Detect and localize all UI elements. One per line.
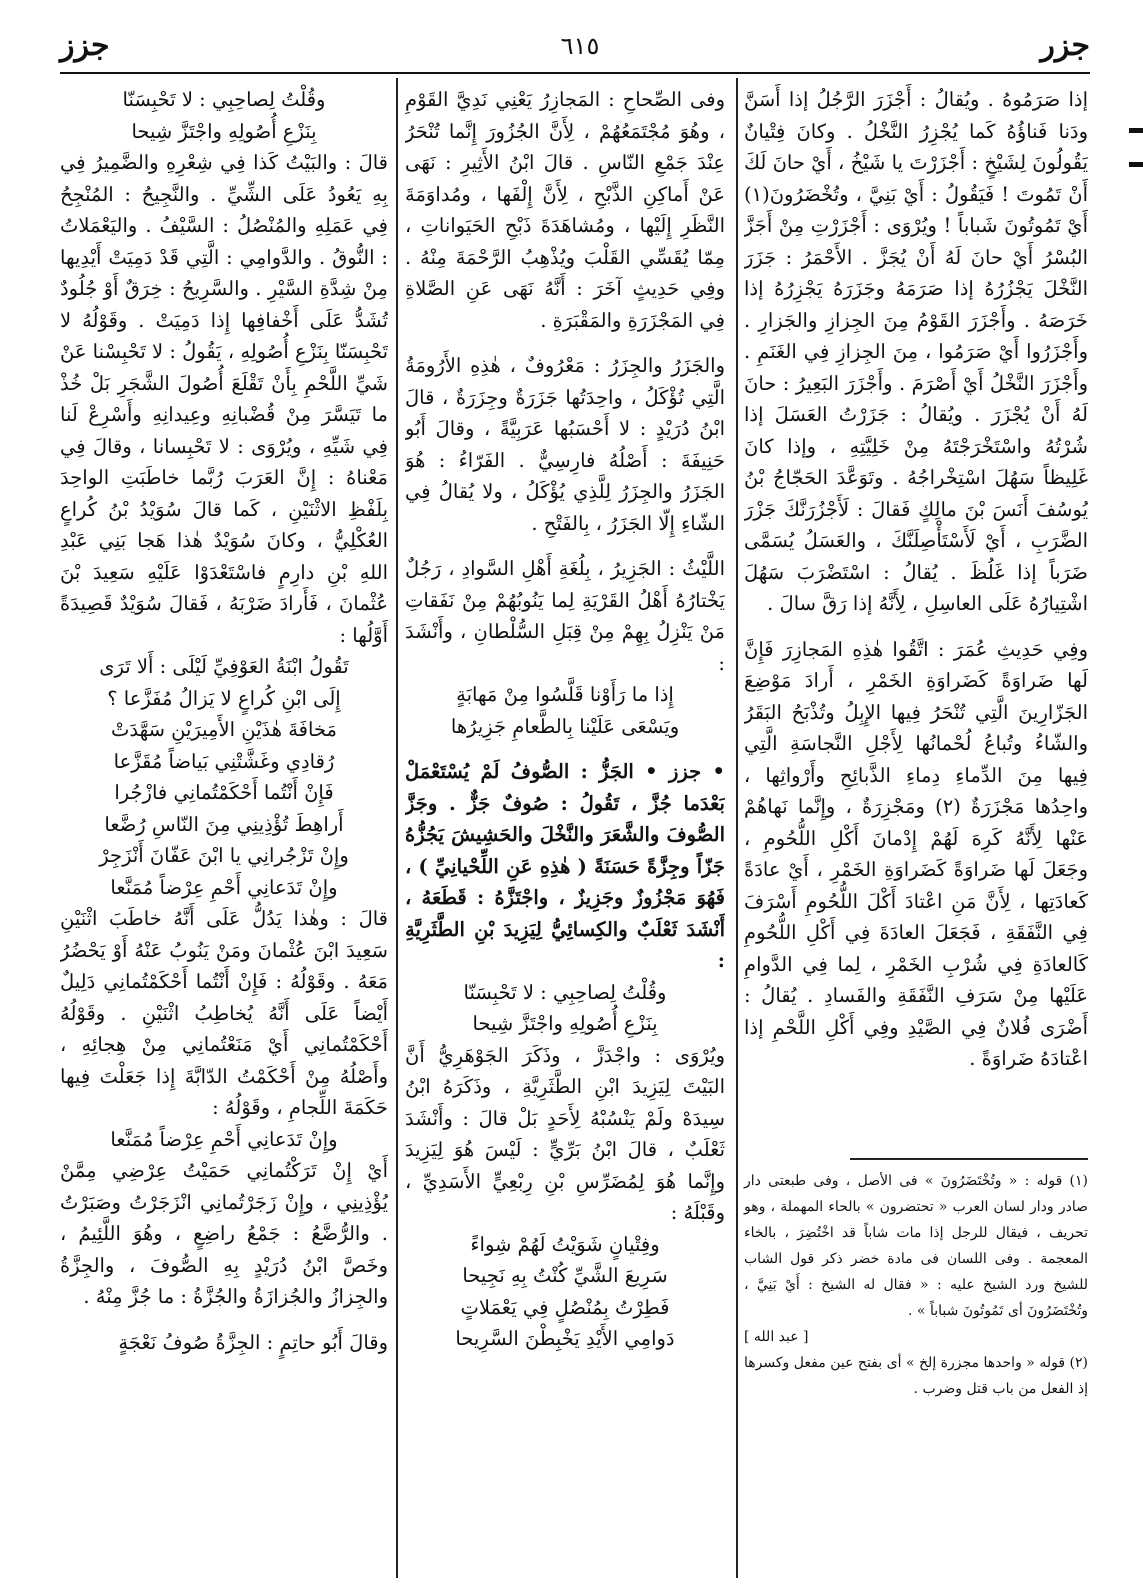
footnotes — [744, 1168, 1088, 1402]
paragraph: إذا صَرَمُوهُ . ويُقالُ : أَجْزَرَ الرَّجُلُ إذا أَسَنَّ ودَنا فَناؤُهُ كَما يُجْزِرُ النَّخْلُ . وكانَ فِتْيانٌ يَقُولُونَ لِشَيْخٍ : أَجْزَرْتَ يا شَيْخُ ، أَيْ حانَ لَكَ أَنْ تَمُوتَ ! فَيَقُولُ : أَيْ بَنِيَّ ، وتُخْضَرُونَ(١) أَيْ تَمُوتُونَ شَباباً ! ويُرْوَى : أَجْزَرْتِ مِنْ أَجَزَّ البُسْرُ أَيْ حانَ لَهُ أَنْ يُجَزَّ . الأَحْمَرُ : جَزَرَ النَّخْلَ يَجْزُرُهُ إذا صَرَمَهُ وجَزَرَهُ يَجْزِرُهُ إذا خَرَصَهُ . وأَجْزَرَ القَوْمُ مِنَ الجِزازِ والجَزارِ . وأَجْزَرُوا أَيْ صَرَمُوا ، مِنَ الجِزازِ فِي الغَنَمِ . وأَجْزَرَ النَّخْلُ أَيْ أَصْرَمَ . وأَجْزَرَ البَعِيرُ : حانَ لَهُ أَنْ يُجْزَرَ . ويُقالُ : جَزَرْتُ العَسَلَ إذا شُرْتُهُ واسْتَخْرَجْتَهُ مِنْ خَلِيَّتِهِ ، وإذا كانَ غَلِيظاً سَهُلَ اسْتِخْراجُهُ . وتَوَعَّدَ الحَجّاجُ بْنُ يُوسُفَ أَنَسَ بْنَ مالِكٍ فَقالَ : لَأَجْزُرَنَّكَ جَزْرَ الضَّرَبِ ، أَيْ لَأَسْتَأْصِلَنَّكَ ، والعَسَلُ يُسَمَّى ضَرَباً إذا غَلُظَ . يُقالُ : اسْتَضْرَبَ سَهُلَ اشْتِيارُهُ عَلَى العاسِلِ ، لِأَنَّهُ إذا رَقَّ سالَ . — [744, 88, 1088, 615]
paragraph: وفى الصِّحاحِ : المَجازِرُ يَعْنِي نَدِيَّ القَوْمِ ، وهُوَ مُجْتَمَعُهُمْ ، لِأَنَّ الجُزُورَ إِنَّما تُنْحَرُ عِنْدَ جَمْعِ النّاسِ . قالَ ابْنُ الأَثِيرِ : نَهَى عَنْ أَماكِنِ الذَّبْحِ ، لِأَنَّ إِلْفَها ، ومُداوَمَةَ النَّظَرِ إِلَيْها ، ومُشاهَدَةَ ذَبْحِ الحَيَواناتِ ، مِمّا يُقَسِّي القَلْبَ ويُذْهِبُ الرَّحْمَةَ مِنْهُ . وفِي حَدِيثٍ آخَرَ : أَنَّهُ نَهَى عَنِ الصَّلاةِ فِي المَجْزَرَةِ والمَقْبَرَةِ . — [405, 88, 725, 332]
header-rule — [60, 72, 1090, 74]
margin-mark — [1129, 162, 1143, 167]
verse-line: فَإِنْ أَنْتُما أَحْكَمْتُمانِي فازْجُرا — [114, 781, 334, 804]
margin-mark — [1129, 128, 1143, 133]
left-column — [60, 84, 388, 1584]
middle-column — [405, 84, 725, 1584]
verse-line: سَرِيعَ الشَّيِّ كُنْتُ بِهِ نَجِيحا — [462, 1264, 668, 1287]
paragraph: قالَ : والبَيْتُ كَذا فِي شِعْرِهِ والضَّمِيرُ فِي بِهِ يَعُودُ عَلَى الشِّيِّ . والنَّجِيحُ : المُنْجِحُ فِي عَمَلِهِ والمُنْصُلُ : السَّيْفُ . واليَعْمَلاتُ : النُّوقُ . والدَّوامِي : الَّتِي قَدْ دَمِيَتْ أَيْدِيها مِنْ شِدَّةِ السَّيْرِ . والسَّرِيحُ : خِرَقٌ أَوْ جُلُودٌ تُشَدُّ عَلَى أَخْفافِها إِذا دَمِيَتْ . وقَوْلُهُ لا تَحْبِسَنّا بِنَزْعِ أُصُولِهِ ، يَقُولُ : لا تَحْبِسْنا عَنْ شَيِّ اللَّحْمِ بِأَنْ تَقْلَعَ أُصُولَ الشَّجَرِ بَلْ خُذْ ما تَيَسَّرَ مِنْ قُضْبانِهِ وعِيدانِهِ وأَسْرِعْ لَنا فِي شَيِّهِ ، ويُرْوَى : لا تَحْبِسانا ، وقالَ فِي مَعْناهُ : إِنَّ العَرَبَ رُبَّما خاطَبَتِ الواحِدَ بِلَفْظِ الاثْنَيْنِ ، كَما قالَ سُوَيْدُ بْنُ كُراعٍ العُكْلِيُّ ، وكانَ سُوَيْدٌ هٰذا هَجا بَنِي عَبْدِ اللهِ بْنِ دارِمٍ فاسْتَعْدَوْا عَلَيْهِ سَعِيدَ بْنَ عُثْمانَ ، فَأَرادَ ضَرْبَهُ ، فَقالَ سُوَيْدٌ قَصِيدَةً أَوَّلُها : — [60, 151, 388, 647]
verse-line: فَطِرْتُ بِمُنْصُلٍ فِي يَعْمَلاتٍ — [460, 1295, 670, 1319]
verse-line: رُقادِي وغَشَّتْنِي بَياضاً مُقَزَّعا — [113, 749, 335, 773]
verse-line: إِلَى ابْنِ كُراعٍ لا يَزالُ مُفَزَّعا ؟ — [107, 686, 341, 710]
paragraph: قالَ : وهٰذا يَدُلُّ عَلَى أَنَّهُ خاطَبَ اثْنَيْنِ سَعِيدَ ابْنَ عُثْمانَ ومَنْ يَنُوبُ عَنْهُ أَوْ يَحْضُرُ مَعَهُ . وقَوْلُهُ : فَإِنْ أَنْتُما أَحْكَمْتُمانِي دَلِيلٌ أَيْضاً عَلَى أَنَّهُ يُخاطِبُ اثْنَيْنِ . وقَوْلُهُ أَحْكَمْتُمانِي أَيْ مَنَعْتُمانِي مِنْ هِجائِهِ ، وأَصْلُهُ مِنْ أَحْكَمْتُ الدّابَّةَ إِذا جَعَلْتَ فِيها حَكَمَةَ اللِّجامِ ، وقَوْلُهُ : — [60, 907, 388, 1119]
verse-line: تَقُولُ ابْنَةُ العَوْفِيِّ لَيْلَى : أَلا تَرَى — [99, 655, 349, 678]
paragraph: والجَزَرُ والجِزَرُ : مَعْرُوفٌ ، هٰذِهِ الأَرُومَةُ الَّتِي تُؤْكَلُ ، واحِدَتُها جَزَرَةٌ وجِزَرَةٌ ، قالَ ابْنُ دُرَيْدٍ : لا أَحْسَبُها عَرَبِيَّةً ، وقالَ أَبُو حَنِيفَةَ : أَصْلُهُ فارِسِيٌّ . الفَرّاءُ : هُوَ الجَزَرُ والجِزَرُ لِلَّذِي يُؤْكَلُ ، ولا يُقالُ فِي الشّاءِ إِلّا الجَزَرُ ، بِالفَتْحِ . — [405, 354, 725, 535]
right-column — [744, 84, 1088, 1149]
paragraph: أَيْ إِنْ تَرَكْتُمانِي حَمَيْتُ عِرْضِي مِمَّنْ يُؤْذِينِي ، وإِنْ زَجَرْتُمانِي انْزَجَرْتُ وصَبَرْتُ . والرُّضَّعُ : جَمْعُ راضِعٍ ، وهُوَ اللَّئِيمُ ، وخَصَّ ابْنُ دُرَيْدٍ بِهِ الصُّوفَ ، والجِزَّةُ والجِزازُ والجُزازَةُ والجُزَّةُ : ما جُزَّ مِنْهُ . — [60, 1159, 388, 1308]
verse-line: إِذا ما رَأَوْنا قَلَّسُوا مِنْ مَهابَةٍ — [456, 683, 674, 706]
verse-line: ويَسْعَى عَلَيْنا بِالطَّعامِ جَزِيرُها — [450, 714, 680, 738]
footnote: (١) قوله : « وتُخْتَضَرُونَ » فى الأصل ، وفى طبعتى دار صادر ودار لسان العرب « تحتضرون » بالحاء المهملة ، وهو تحريف ، فيقال للرجل إذا مات شاباً قد اخْتُضِرَ ، بالخاء المعجمة . وفى اللسان فى مادة خضر ذكر قول الشاب للشيخ ورد الشيخ عليه : « فقال له الشيخ : أَيْ بَنِيَّ ، وتُخْتَضَرُونَ أى تَمُوتُونَ شباباً » . — [744, 1173, 1088, 1319]
verse-line: دَوامِي الأَيْدِ يَخْبِطْنَ السَّرِيحا — [455, 1327, 675, 1350]
verse-line: وقُلْتُ لِصاحِبِي : لا تَحْبِسَنّا — [463, 980, 667, 1004]
paragraph: ويُرْوَى : واجْدَزَّ ، وذَكَرَ الجَوْهَرِيُّ أَنَّ البَيْتَ لِيَزِيدَ ابْنِ الطَّثَرِيَّةِ ، وذَكَرَهُ ابْنُ سِيدَهْ ولَمْ يَنْسُبْهُ لِأَحَدٍ بَلْ قالَ : وأَنْشَدَ ثَعْلَبٌ ، قالَ ابْنُ بَرِّيٍّ : لَيْسَ هُوَ لِيَزِيدَ وإِنَّما هُوَ لِمُضَرِّسِ بْنِ رِبْعِيٍّ الأَسَدِيِّ ، وقَبْلَهُ : — [405, 1043, 725, 1224]
page-number: ٦١٥ — [560, 32, 600, 60]
paragraph: وفِي حَدِيثِ عُمَرَ : اتَّقُوا هٰذِهِ المَجازِرَ فَإِنَّ لَها ضَراوَةً كَضَراوَةِ الخَمْرِ ، أَرادَ مَوْضِعَ الجَزّارِينَ الَّتِي تُنْحَرُ فِيها الإِبِلُ وتُذْبَحُ البَقَرُ والشّاءُ وتُباعُ لُحْمانُها لِأَجْلِ النَّجاسَةِ الَّتِي فِيها مِنَ الدِّماءِ دِماءِ الذَّبائِحِ وأَرْواثِها ، واحِدُها مَجْزَرَةٌ (٢) ومَجْزِرَةٌ ، وإِنَّما نَهاهُمْ عَنْها لِأَنَّهُ كَرِهَ لَهُمْ إِدْمانَ أَكْلِ اللُّحُومِ ، وجَعَلَ لَها ضَراوَةً كَضَراوَةِ الخَمْرِ ، أَيْ عادَةً كَعادَتِها ، لِأَنَّ مَنِ اعْتادَ أَكْلَ اللُّحُومِ أَسْرَفَ فِي النَّفَقَةِ ، فَجَعَلَ العادَةَ فِي أَكْلِ اللُّحُومِ كَالعادَةِ فِي شُرْبِ الخَمْرِ ، لِما فِي الدَّوامِ عَلَيْها مِنْ سَرَفِ النَّفَقَةِ والفَسادِ . يُقالُ : أَضْرَى فُلانٌ فِي الصَّيْدِ وفِي أَكْلِ اللَّحْمِ إذا اعْتادَهُ ضَراوَةً . — [744, 637, 1088, 1070]
verse-line: بِنَزْعِ أُصُولِهِ واجْتَزَّ شِيحا — [472, 1012, 658, 1035]
verse-line: مَخافَةَ هٰذَيْنِ الأَمِيرَيْنِ سَهَّدَتْ — [111, 718, 337, 741]
verse-line: أَراهِطَ تُؤْذِينِي مِنَ النّاسِ رُضَّعا — [104, 812, 344, 836]
entry-heading-paragraph: • جزز • الجَزُّ : الصُّوفُ لَمْ يُسْتَعْمَلْ بَعْدَما جُزَّ ، تَقُولُ : صُوفٌ جَزٌّ . وجَزَّ الصُّوفَ والشَّعَرَ والنَّخْلَ والحَشِيشَ يَجُزُّهُ جَزّاً وجِزَّةً حَسَنَةً ( هٰذِهِ عَنِ اللِّحْيانِيِّ ) ، فَهُوَ مَجْزُوزٌ وجَزِيزٌ ، واجْتَزَّهُ : قَطَعَهُ ، أَنْشَدَ ثَعْلَبٌ والكِسائِيُّ لِيَزِيدَ بْنِ الطَّثَرِيَّةِ : — [405, 760, 725, 972]
page-header — [60, 28, 1090, 68]
verse-line: وإِنْ تَدَعانِي أَحْمِ عِرْضاً مُمَنَّعا — [110, 1127, 338, 1151]
paragraph: اللَّيْثُ : الجَزِيرُ ، بِلُغَةِ أَهْلِ السَّوادِ ، رَجُلٌ يَخْتارُهُ أَهْلُ القَرْيَةِ لِما يَنُوبُهُمْ مِنْ نَفَقاتِ مَنْ يَنْزِلُ بِهِمْ مِنْ قِبَلِ السُّلْطانِ ، وأَنْشَدَ : — [405, 557, 725, 675]
verse-line: وإِنْ تَدَعانِي أَحْمِ عِرْضاً مُمَنَّعا — [110, 875, 338, 899]
footnote-rule — [850, 1158, 1088, 1160]
column-divider-right — [736, 78, 738, 1578]
column-divider-left — [396, 78, 398, 1578]
header-left-word: جزز — [60, 28, 110, 63]
header-right-word: جزر — [1040, 28, 1090, 63]
verse-line: وقُلْتُ لِصاحِبِي : لا تَحْبِسَنّا — [122, 88, 326, 111]
footnote-signature: [ عبد الله ] — [744, 1329, 809, 1345]
verse-line: بِنَزْعِ أُصُولِهِ واجْتَزَّ شِيحا — [131, 119, 317, 143]
paragraph: وقالَ أَبُو حاتِمٍ : الجِزَّةُ صُوفُ نَعْجَةٍ — [118, 1330, 388, 1354]
verse-line: وإِنْ تَزْجُرانِي يا ابْنَ عَفّانَ أَنْزَجِرْ — [99, 844, 349, 867]
verse-line: وفِتْيانٍ شَوَيْتُ لَهُمْ شِواءً — [470, 1232, 660, 1256]
footnote: (٢) قوله « واحدها مجزرة إلخ » أى بفتح عين مفعل وكسرها إذ الفعل من باب قتل وضرب . — [744, 1355, 1088, 1397]
